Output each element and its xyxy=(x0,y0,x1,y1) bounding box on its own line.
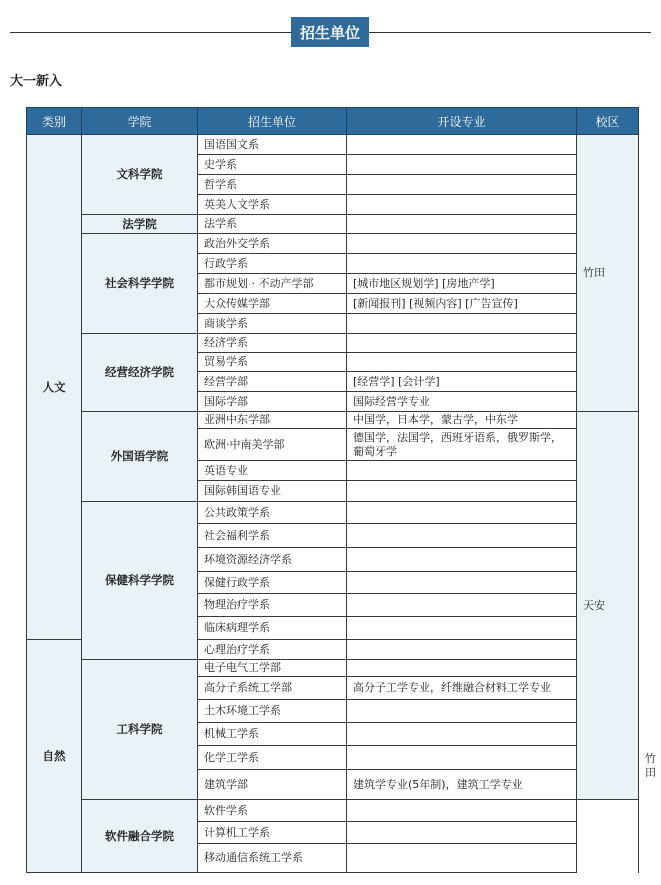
table-row xyxy=(27,502,639,524)
unit-cell: 计算机工学系 xyxy=(198,822,347,844)
unit-cell: 土木环境工学系 xyxy=(198,700,347,723)
table-row xyxy=(27,215,639,234)
unit-cell: 英语专业 xyxy=(198,461,347,481)
category-cell-humanities: 人文 xyxy=(27,135,82,640)
header-campus: 校区 xyxy=(577,108,639,135)
major-cell xyxy=(347,353,577,372)
unit-cell: 英美人文学系 xyxy=(198,195,347,215)
unit-cell: 心理治疗学系 xyxy=(198,640,347,660)
major-cell: 中国学，日本学，蒙古学，中东学 xyxy=(347,412,577,429)
unit-cell: 公共政策学系 xyxy=(198,502,347,524)
major-cell xyxy=(347,215,577,234)
major-cell: 建筑学专业(5年制)，建筑工学专业 xyxy=(347,770,577,800)
major-cell xyxy=(347,175,577,195)
college-cell: 文科学院 xyxy=(82,135,198,215)
header-unit: 招生单位 xyxy=(198,108,347,135)
college-cell: 法学院 xyxy=(82,215,198,234)
major-cell xyxy=(347,572,577,594)
unit-cell: 移动通信系统工学系 xyxy=(198,844,347,873)
major-cell xyxy=(347,334,577,353)
college-cell: 保健科学学院 xyxy=(82,502,198,660)
major-cell xyxy=(347,822,577,844)
major-cell xyxy=(347,800,577,822)
unit-cell: 社会福利学系 xyxy=(198,524,347,548)
major-cell xyxy=(347,461,577,481)
major-cell: 国际经营学专业 xyxy=(347,392,577,412)
unit-cell: 环境资源经济学系 xyxy=(198,548,347,572)
major-cell: [新闻报刊] [视频内容] [广告宣传] xyxy=(347,294,577,314)
college-cell: 经营经济学院 xyxy=(82,334,198,412)
major-cell xyxy=(347,234,577,254)
college-cell: 软件融合学院 xyxy=(82,800,198,873)
unit-cell: 欧洲·中南美学部 xyxy=(198,429,347,461)
major-cell: 高分子工学专业，纤维融合材料工学专业 xyxy=(347,677,577,700)
major-cell xyxy=(347,502,577,524)
major-cell xyxy=(347,195,577,215)
college-cell: 外国语学院 xyxy=(82,412,198,502)
unit-cell: 国际韩国语专业 xyxy=(198,481,347,502)
major-cell: [经营学] [会计学] xyxy=(347,372,577,392)
unit-cell: 都市规划 · 不动产学部 xyxy=(198,274,347,294)
unit-cell: 国语国文系 xyxy=(198,135,347,155)
major-cell xyxy=(347,254,577,274)
major-cell xyxy=(347,524,577,548)
unit-cell: 哲学系 xyxy=(198,175,347,195)
major-cell xyxy=(347,660,577,677)
table-row xyxy=(27,412,639,429)
header-college: 学院 xyxy=(82,108,198,135)
unit-cell: 商谈学系 xyxy=(198,314,347,334)
campus-cell: 竹田 xyxy=(577,135,639,412)
category-cell-natural: 自然 xyxy=(27,640,82,873)
table-row xyxy=(27,234,639,254)
major-cell xyxy=(347,548,577,572)
unit-cell: 大众传媒学部 xyxy=(198,294,347,314)
unit-cell: 国际学部 xyxy=(198,392,347,412)
major-cell: [城市地区规划学] [房地产学] xyxy=(347,274,577,294)
table-row xyxy=(27,135,639,155)
admissions-table xyxy=(26,107,656,873)
unit-cell: 临床病理学系 xyxy=(198,617,347,640)
major-cell: 德国学，法国学，西班牙语系，俄罗斯学，葡萄牙学 xyxy=(347,429,577,461)
table-row: 工科学院 电子电气工学部 竹田 xyxy=(27,660,639,677)
table-row xyxy=(27,334,639,353)
unit-cell: 政治外交学系 xyxy=(198,234,347,254)
unit-cell: 物理治疗学系 xyxy=(198,594,347,617)
page-title: 招生单位 xyxy=(291,17,369,47)
major-cell xyxy=(347,844,577,873)
campus-cell: 天安 xyxy=(577,412,639,800)
major-cell xyxy=(347,135,577,155)
table-row xyxy=(27,800,639,822)
major-cell xyxy=(347,314,577,334)
unit-cell: 化学工学系 xyxy=(198,746,347,770)
header-major: 开设专业 xyxy=(347,108,577,135)
unit-cell: 经济学系 xyxy=(198,334,347,353)
section-subtitle: 大一新入 xyxy=(10,74,63,89)
unit-cell: 软件学系 xyxy=(198,800,347,822)
major-cell xyxy=(347,617,577,640)
major-cell xyxy=(347,481,577,502)
major-cell xyxy=(347,723,577,746)
unit-cell: 高分子系统工学部 xyxy=(198,677,347,700)
major-cell xyxy=(347,640,577,660)
major-cell xyxy=(347,746,577,770)
unit-cell: 行政学系 xyxy=(198,254,347,274)
unit-cell: 建筑学部 xyxy=(198,770,347,800)
major-cell xyxy=(347,700,577,723)
table-header-row xyxy=(27,108,639,135)
unit-cell: 电子电气工学部 xyxy=(198,660,347,677)
unit-cell: 亚洲中东学部 xyxy=(198,412,347,429)
unit-cell: 机械工学系 xyxy=(198,723,347,746)
major-cell xyxy=(347,155,577,175)
unit-cell: 经营学部 xyxy=(198,372,347,392)
unit-cell: 贸易学系 xyxy=(198,353,347,372)
major-cell xyxy=(347,594,577,617)
unit-cell: 保健行政学系 xyxy=(198,572,347,594)
unit-cell: 法学系 xyxy=(198,215,347,234)
college-cell: 社会科学学院 xyxy=(82,234,198,334)
header-category: 类别 xyxy=(27,108,82,135)
unit-cell: 史学系 xyxy=(198,155,347,175)
college-cell: 工科学院 xyxy=(82,660,198,800)
